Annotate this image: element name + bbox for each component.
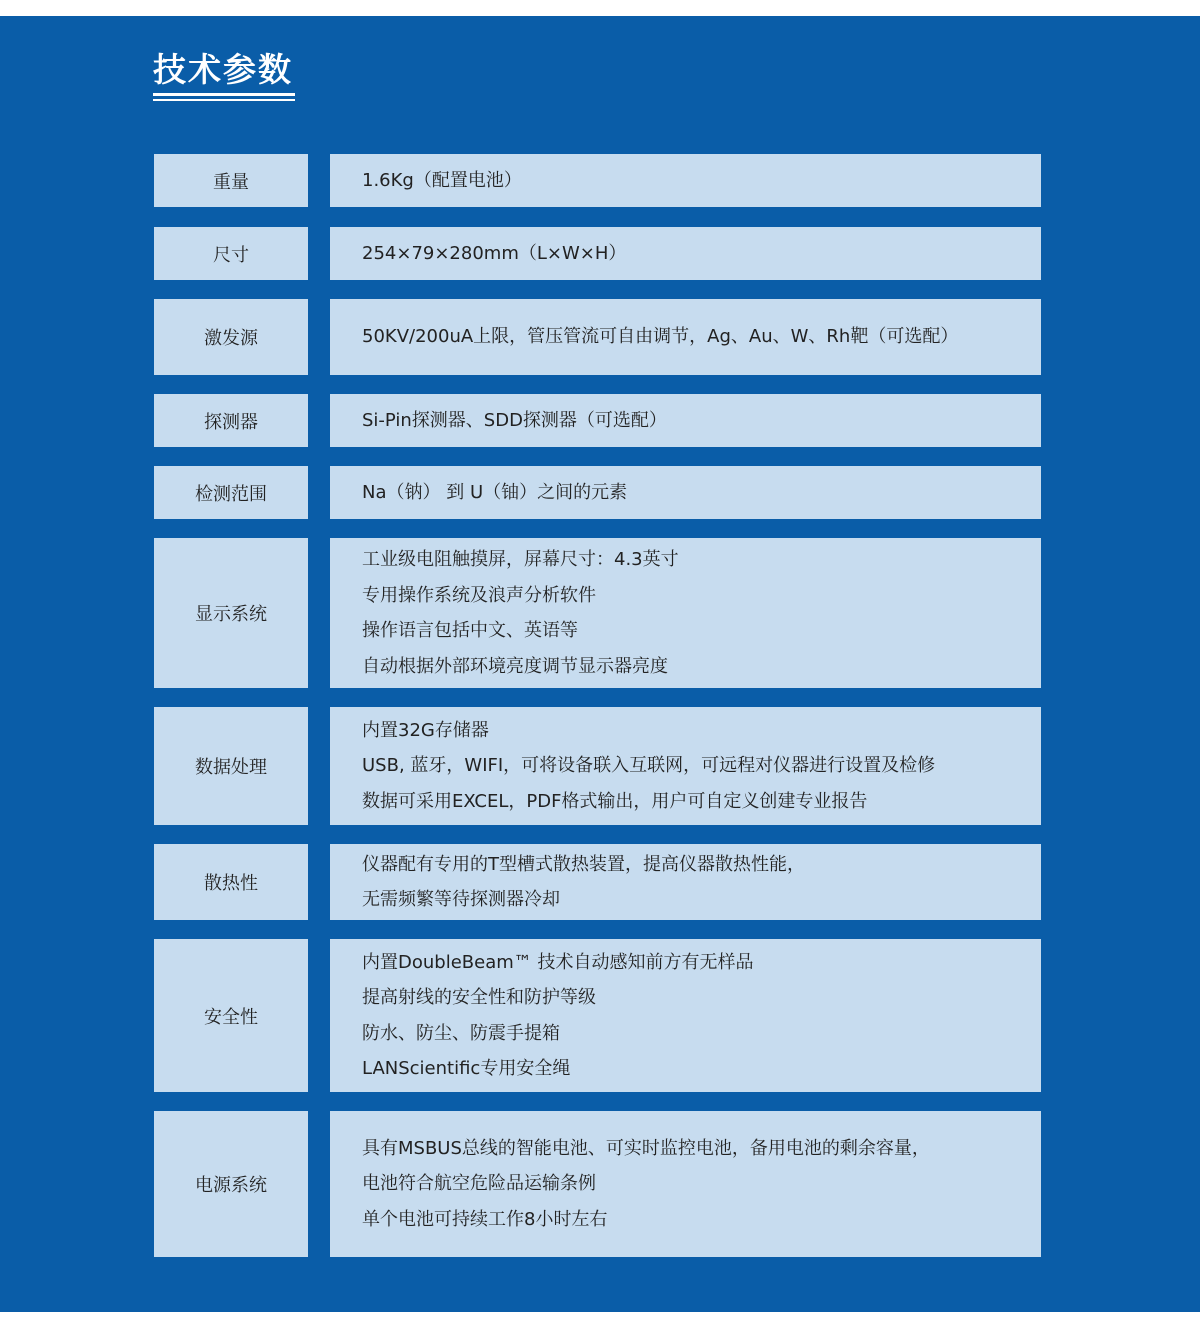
spec-label: 电源系统: [154, 1111, 308, 1257]
title-underline-thin: [153, 99, 295, 101]
spec-value-line: 自动根据外部环境亮度调节显示器亮度: [362, 655, 668, 677]
spec-value-line: 工业级电阻触摸屏，屏幕尺寸：4.3英寸: [362, 549, 679, 570]
spec-value: [330, 844, 1041, 920]
spec-row-heat-dissipation: [0, 844, 1200, 920]
spec-value-line: 提高射线的安全性和防护等级: [362, 987, 596, 1008]
spec-value-line: 单个电池可持续工作8小时左右: [362, 1208, 608, 1230]
spec-value: [330, 538, 1041, 688]
spec-value-line: 操作语言包括中文、英语等: [362, 620, 578, 641]
spec-row-dimensions: [0, 227, 1200, 280]
spec-value: [330, 227, 1041, 280]
spec-value: [330, 154, 1041, 207]
title-underline: [153, 93, 295, 96]
spec-row-detection-range: [0, 466, 1200, 519]
spec-value-line: 电池符合航空危险品运输条例: [362, 1173, 596, 1195]
spec-label: 重量: [154, 154, 308, 207]
spec-value-line: USB, 蓝牙，WIFI，可将设备联入互联网，可远程对仪器进行设置及检修: [362, 755, 936, 777]
spec-label: 散热性: [154, 844, 308, 920]
spec-value-line: Na（钠） 到 U（铀）之间的元素: [362, 481, 628, 503]
spec-value-line: 254×79×280mm（L×W×H）: [362, 242, 627, 264]
spec-value-line: 内置32G存储器: [362, 719, 489, 741]
spec-label: 检测范围: [154, 466, 308, 519]
spec-label: 安全性: [154, 939, 308, 1092]
spec-value-line: 防水、防尘、防震手提箱: [362, 1022, 560, 1044]
spec-value-line: 无需频繁等待探测器冷却: [362, 889, 560, 910]
spec-value: [330, 1111, 1041, 1257]
spec-value: [330, 939, 1041, 1092]
spec-row-display-system: [0, 538, 1200, 688]
spec-value-line: 数据可采用EXCEL，PDF格式输出，用户可自定义创建专业报告: [362, 790, 868, 812]
spec-label: 数据处理: [154, 707, 308, 825]
spec-value-line: 内置DoubleBeam™ 技术自动感知前方有无样品: [362, 951, 754, 973]
spec-value: [330, 707, 1041, 825]
spec-value-line: 1.6Kg（配置电池）: [362, 169, 522, 191]
spec-value-line: LANScientific专用安全绳: [362, 1058, 571, 1079]
spec-label: 尺寸: [154, 227, 308, 280]
spec-value-line: 50KV/200uA上限，管压管流可自由调节，Ag、Au、W、Rh靶（可选配）: [362, 326, 959, 348]
spec-value-line: 仪器配有专用的T型槽式散热装置，提高仪器散热性能，: [362, 853, 805, 875]
spec-label: 激发源: [154, 299, 308, 375]
spec-value-line: Si-Pin探测器、SDD探测器（可选配）: [362, 409, 667, 431]
page-title: 技术参数: [153, 50, 293, 89]
spec-value: [330, 466, 1041, 519]
spec-label: 显示系统: [154, 538, 308, 688]
spec-value-line: 专用操作系统及浪声分析软件: [362, 584, 596, 606]
spec-row-data-processing: [0, 707, 1200, 825]
spec-row-power-system: [0, 1111, 1200, 1257]
spec-row-excitation-source: [0, 299, 1200, 375]
spec-row-detector: [0, 394, 1200, 447]
spec-row-safety: [0, 939, 1200, 1092]
spec-value: [330, 394, 1041, 447]
spec-value-line: 具有MSBUS总线的智能电池、可实时监控电池，备用电池的剩余容量，: [362, 1137, 930, 1159]
spec-value: [330, 299, 1041, 375]
spec-label: 探测器: [154, 394, 308, 447]
spec-row-weight: [0, 154, 1200, 207]
